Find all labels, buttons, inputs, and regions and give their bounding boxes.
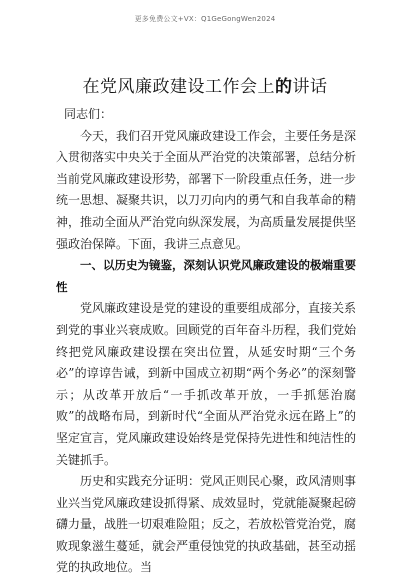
paragraph-intro: 今天，我们召开党风廉政建设工作会，主要任务是深入贯彻落实中央关于全面从严治党的决策部署，总结分析当前党风廉政建设形势，部署下一阶段重点任务，进一步统一思想、凝聚共识，以刀刃向内的勇气和自我革命的精神，推动全面从严治党向纵深发展，为高质量发展提供坚强政治保障。下面，我讲三点意见。 <box>56 128 357 251</box>
title-main: 在党风廉政建设工作会上 <box>82 77 275 97</box>
paragraph-history: 党风廉政建设是党的建设的重要组成部分，直接关系到党的事业兴衰成败。回顾党的百年奋斗历程，我们党始终把党风廉政建设摆在突出位置，从延安时期“三个务必”的谆谆告诫，到新中国成立初期“两个务必”的深刻警示；从改革开放后“一手抓改革开放，一手抓惩治腐败”的战略布局，到新时代“全面从严治党永远在路上”的坚定宣言，党风廉政建设始终是党保持先进性和纯洁性的关键抓手。 <box>56 301 357 467</box>
document-body <box>56 104 356 579</box>
title-tail: 讲话 <box>292 77 328 97</box>
title-emphasis: 的 <box>275 77 293 97</box>
document-title <box>0 72 410 97</box>
section-heading-1: 一、以历史为镜鉴，深刻认识党风廉政建设的极端重要性 <box>56 258 356 294</box>
header-watermark: 更多免费公文+VX：Q1GeGongWen2024 <box>134 15 276 23</box>
paragraph-practice: 历史和实践充分证明：党风正则民心聚，政风清则事业兴当党风廉政建设抓得紧、成效显时，党就能凝聚起磅礴力量，战胜一切艰难险阻；反之，若放松管党治党，腐败现象滋生蔓延，就会严重侵蚀党的执政基础，甚至动摇党的执政地位。当 <box>56 474 357 575</box>
greeting: 同志们： <box>64 107 113 121</box>
